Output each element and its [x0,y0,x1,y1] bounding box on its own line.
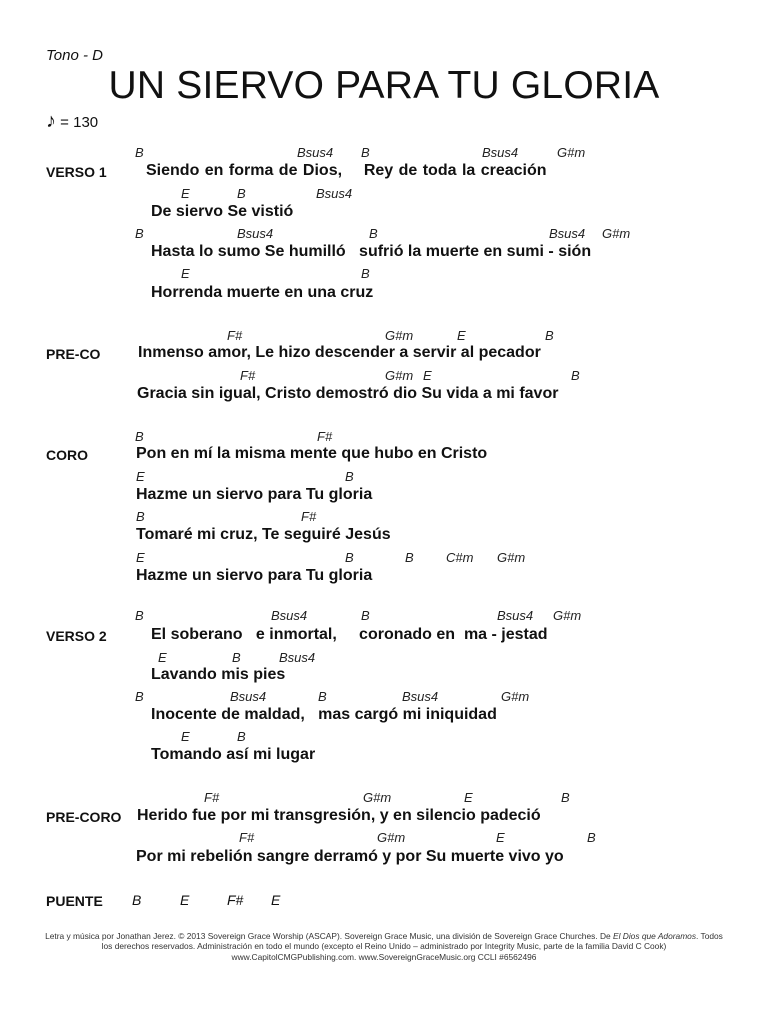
key-label: Tono - D [46,47,103,64]
lyric-line: Inocente de maldad, mas cargó mi iniquidad [151,706,497,723]
lyric-line: Lavando mis pies [151,666,286,683]
chord: B [135,226,144,241]
chord: B [232,650,241,665]
section-label: CORO [46,447,88,463]
chord: Bsus4 [297,145,334,160]
chord: Bsus4 [482,145,519,160]
lyric-line: Horrenda muerte en una cruz [151,284,374,301]
lyric-line: De siervo Se vistió [151,203,294,220]
song-title: UN SIERVO PARA TU GLORIA [108,64,660,107]
chord: B [345,550,354,565]
lyric-line: Tomando así mi lugar [151,746,316,763]
section-label: PRE-CORO [46,809,122,825]
chord: E [181,729,190,744]
chord: B [361,608,370,623]
chord: F# [227,892,244,908]
chord: B [135,145,144,160]
section-label: PRE-CO [46,346,101,362]
chord: E [457,328,466,343]
chord: B [405,550,414,565]
chord: E [158,650,167,665]
chord: F# [240,368,256,383]
chord: G#m [377,830,406,845]
chord: B [135,429,144,444]
chord: E [464,790,473,805]
chord: G#m [602,226,631,241]
chord: Bsus4 [279,650,316,665]
chord: G#m [385,368,414,383]
section-label: VERSO 2 [46,628,107,644]
section-label: PUENTE [46,893,103,909]
eighth-note-icon: ♪ [46,110,56,132]
chord: F# [227,328,243,343]
lyric-line: Tomaré mi cruz, Te seguiré Jesús [136,526,391,543]
chord: B [571,368,580,383]
chord: E [180,892,190,908]
chord: Bsus4 [316,186,353,201]
chord: E [181,266,190,281]
chord: G#m [363,790,392,805]
chord: E [423,368,432,383]
chord: E [136,550,145,565]
lyric-line: El soberano e inmortal, coronado en ma - jestad [151,626,548,643]
tempo-value: = 130 [60,114,99,131]
chord: Bsus4 [237,226,274,241]
lyric-line: Siendo en forma de Dios, Rey de toda la creación [146,162,547,179]
chord: Bsus4 [549,226,586,241]
chord: E [496,830,505,845]
lyric-line: Pon en mí la misma mente que hubo en Cristo [136,445,488,462]
chord: Bsus4 [271,608,308,623]
chord: E [181,186,190,201]
chord: B [561,790,570,805]
lyric-line: Gracia sin igual, Cristo demostró dio Su vida a mi favor [137,385,559,402]
tempo-marking [46,110,99,132]
chord: G#m [501,689,530,704]
chord: G#m [557,145,586,160]
chord: G#m [385,328,414,343]
chord: B [345,469,354,484]
lyric-line: Herido fue por mi transgresión, y en silencio padeció [137,807,541,824]
chord: G#m [553,608,582,623]
chord: E [271,892,281,908]
chord: B [237,186,246,201]
chord: G#m [497,550,526,565]
chord: B [237,729,246,744]
chord: F# [317,429,333,444]
lyric-line: Hazme un siervo para Tu gloria [136,486,373,503]
chord: F# [239,830,255,845]
chord: B [369,226,378,241]
copyright-footer: Letra y música por Jonathan Jerez. © 2013 Sovereign Grace Worship (ASCAP). Sovereign Grace Music, una división de Sovereign Grace Churches. De El Dios que Adoramos. Todos los derechos reservados. Administración en todo el mundo (excepto el Reino Unido – administrado por Integrity Music, parte de la familia David C Cook) www.CapitolCMGPublishing.com. www.SovereignGraceMusic.org CCLI #6562496 [45,931,723,962]
chord: Bsus4 [230,689,267,704]
lyric-line: Hasta lo sumo Se humilló sufrió la muerte en sumi - sión [151,243,592,260]
album-title: El Dios que Adoramos [613,931,697,941]
chord: B [545,328,554,343]
chord: B [318,689,327,704]
lyric-line: Hazme un siervo para Tu gloria [136,567,373,584]
chord: C#m [446,550,474,565]
chord: E [136,469,145,484]
chord: B [135,689,144,704]
chord: B [136,509,145,524]
chord: F# [301,509,317,524]
chord: B [361,266,370,281]
chord: B [587,830,596,845]
chord: Bsus4 [497,608,534,623]
chord: B [132,892,142,908]
chord: B [361,145,370,160]
chord: Bsus4 [402,689,439,704]
chord: B [135,608,144,623]
lyric-line: Por mi rebelión sangre derramó y por Su muerte vivo yo [136,848,564,865]
lyric-line: Inmenso amor, Le hizo descender a servir al pecador [138,344,541,361]
chord: F# [204,790,220,805]
section-label: VERSO 1 [46,164,107,180]
